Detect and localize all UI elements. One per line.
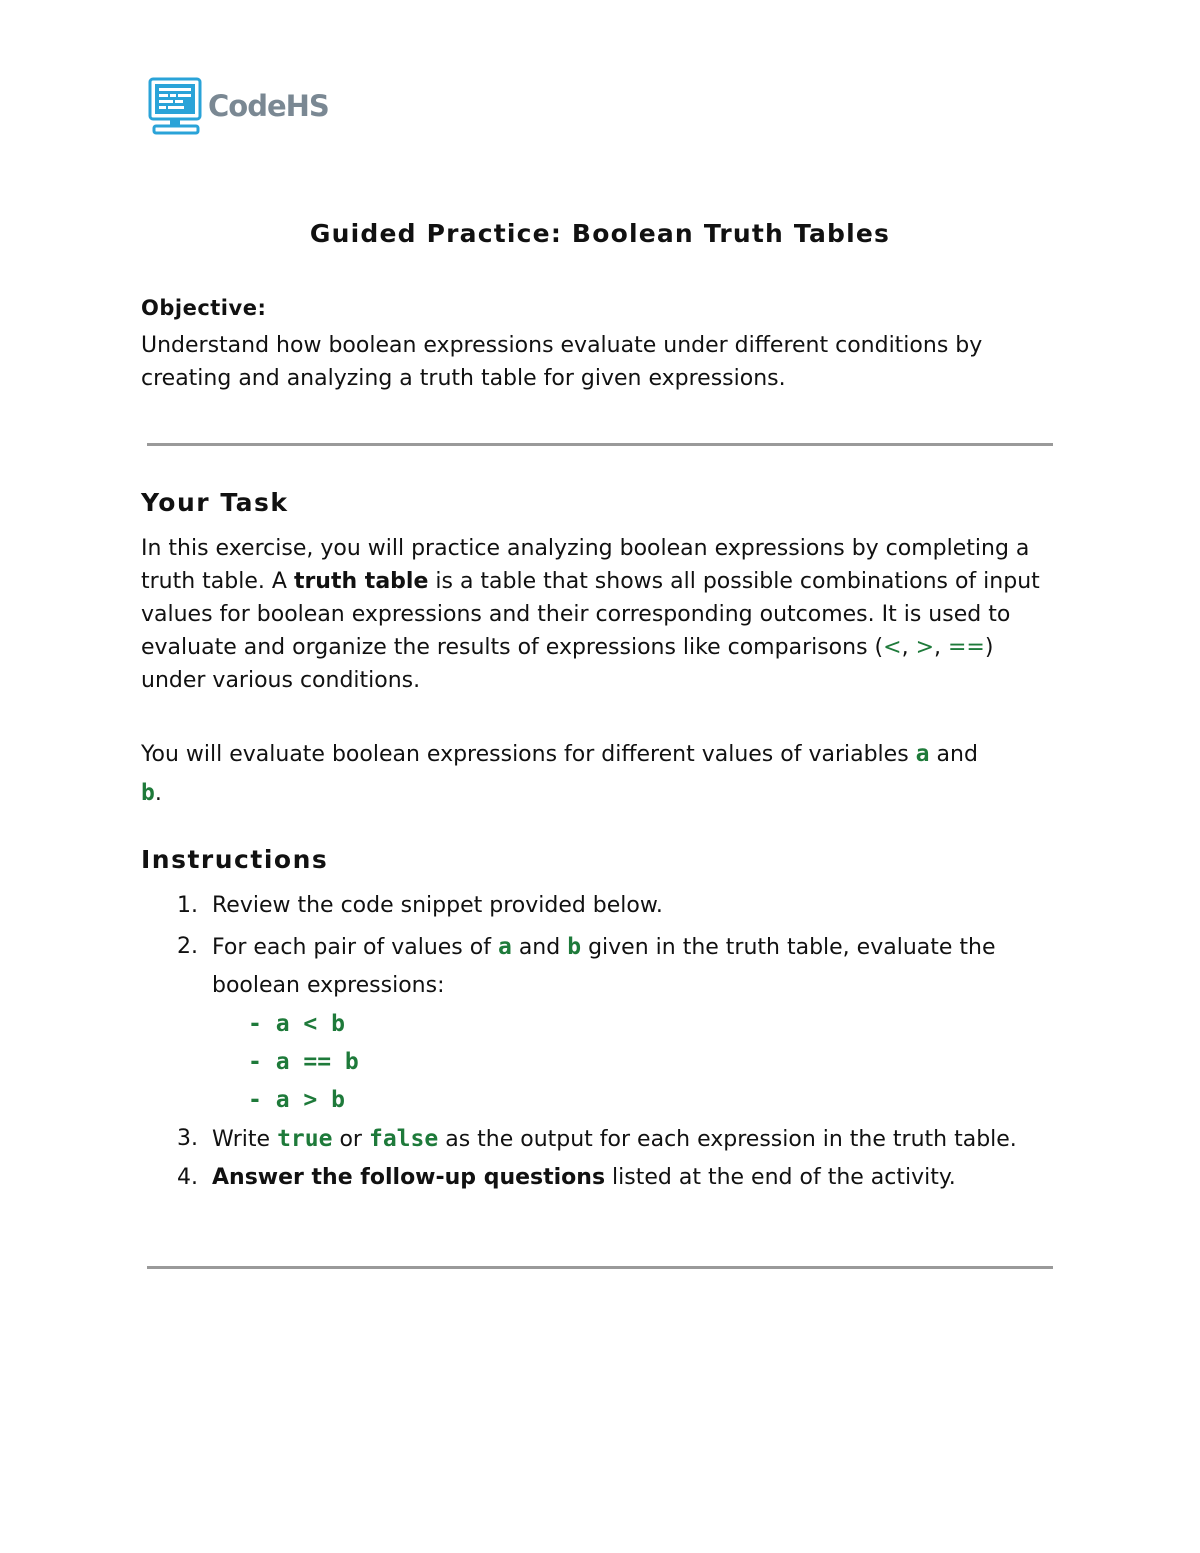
true-keyword: true — [277, 1126, 333, 1152]
item-number: 3. — [177, 1126, 198, 1151]
objective-label: Objective: — [141, 296, 267, 320]
task-text: ) under various conditions. — [141, 635, 994, 693]
divider — [147, 443, 1053, 446]
greater-than-operator: > — [915, 635, 934, 660]
list-item — [141, 928, 1061, 1005]
period: . — [154, 781, 162, 806]
var-b: b — [141, 780, 155, 806]
item-text: and — [511, 935, 568, 960]
item-text: Write — [212, 1127, 278, 1152]
expression-equals: - a == b — [248, 1049, 359, 1075]
item-text: Review the code snippet provided below. — [212, 893, 663, 918]
task-text: In this exercise, you will practice analyzing boolean expressions by completing a truth table. A — [141, 536, 1030, 594]
variables-text: You will evaluate boolean expressions for different values of variables — [141, 742, 916, 767]
variables-paragraph — [141, 735, 1071, 813]
item-number: 1. — [177, 893, 198, 918]
expression-greater-than: - a > b — [248, 1087, 345, 1113]
comma: , — [934, 635, 948, 660]
item-number: 4. — [177, 1165, 198, 1190]
item-text: listed at the end of the activity. — [605, 1165, 956, 1190]
instructions-list — [141, 889, 1061, 1196]
item-text: For each pair of values of — [212, 935, 498, 960]
monitor-icon — [148, 77, 204, 135]
equals-operator: == — [948, 635, 985, 660]
item-bold-text: Answer the follow-up questions — [212, 1165, 606, 1190]
codehs-logo — [148, 77, 329, 135]
divider — [147, 1266, 1053, 1269]
less-than-operator: < — [883, 635, 902, 660]
instructions-heading: Instructions — [141, 845, 329, 874]
var-b: b — [567, 934, 582, 960]
list-item — [141, 1160, 1061, 1196]
task-paragraph — [141, 532, 1041, 697]
list-item — [141, 1121, 1061, 1158]
false-keyword: false — [368, 1126, 439, 1152]
var-a: a — [915, 741, 930, 767]
item-text: or — [332, 1127, 369, 1152]
page-title: Guided Practice: Boolean Truth Tables — [309, 219, 891, 248]
logo-text: CodeHS — [208, 89, 329, 123]
comma: , — [901, 635, 916, 660]
truth-table-term: truth table — [293, 569, 429, 594]
objective-body: Understand how boolean expressions evaluate under different conditions by creating and analyzing a truth table for given expressions. — [141, 333, 983, 391]
variables-text: and — [929, 742, 978, 767]
task-text: is a table that shows all possible combinations of input values for boolean expressions and their corresponding outcomes. It is used to evaluate and organize the results of expressions like comparisons ( — [141, 569, 1040, 660]
list-item — [141, 889, 1061, 928]
expression-less-than: - a < b — [248, 1011, 345, 1037]
var-a: a — [497, 934, 512, 960]
task-heading: Your Task — [141, 488, 289, 517]
item-text: as the output for each expression in the truth table. — [438, 1127, 1017, 1152]
item-number: 2. — [177, 934, 198, 959]
item-text: given in the truth table, evaluate the boolean expressions: — [212, 935, 996, 998]
